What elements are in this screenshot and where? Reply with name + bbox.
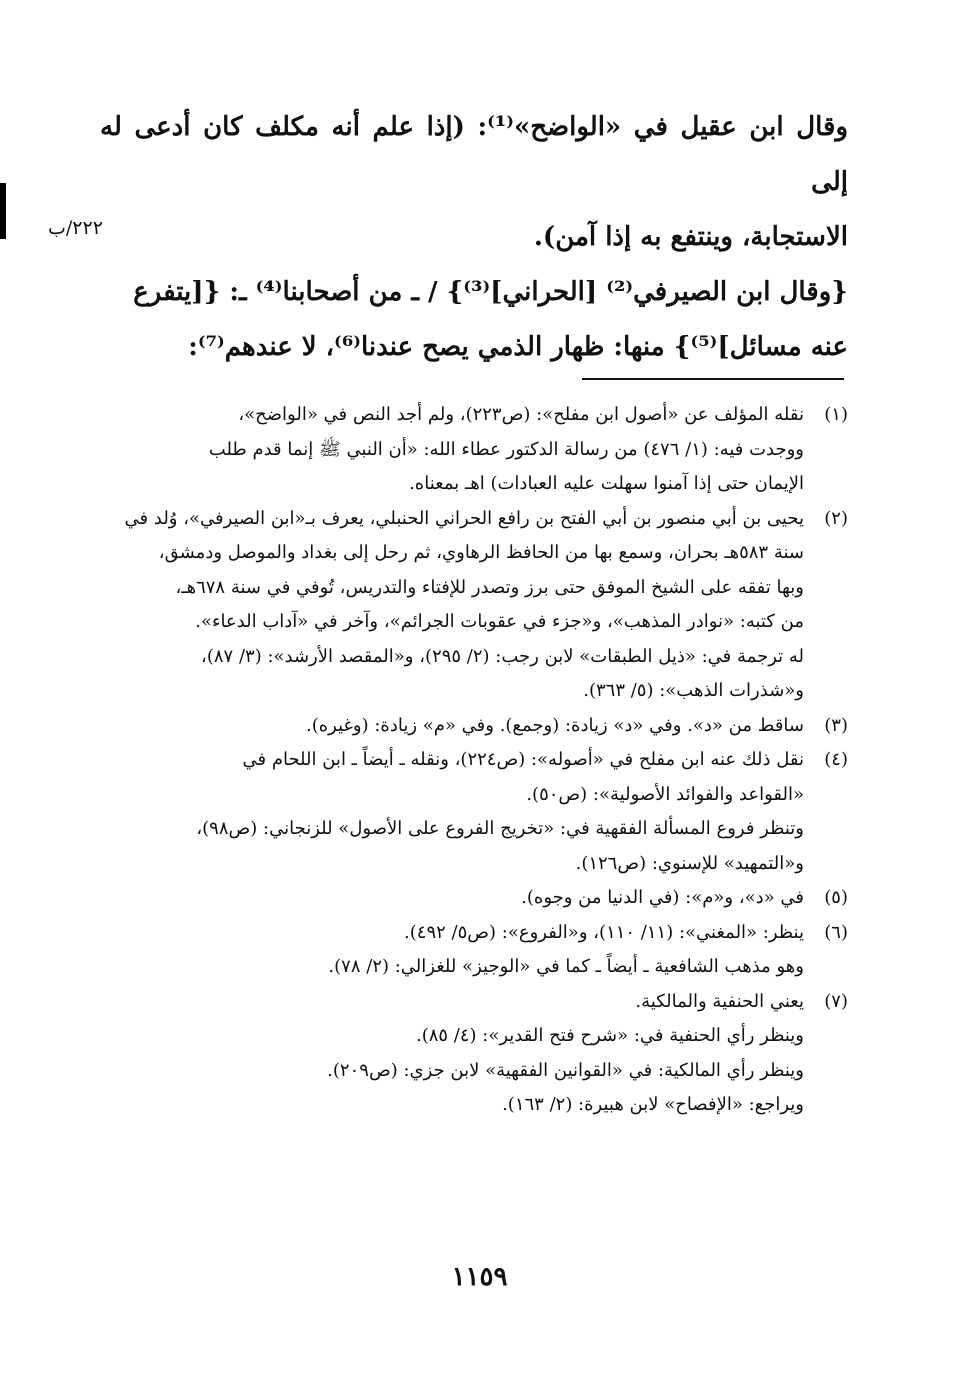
footnote: [140, 881, 848, 916]
footnote: [140, 709, 848, 744]
footnote-number: (١): [824, 404, 848, 425]
footnote: [140, 398, 848, 502]
footnote-line: نقله المؤلف عن «أصول ابن مفلح»: (ص٢٢٣)، ولم أجد النص في «الواضح»،: [238, 404, 804, 425]
footnote-body: [140, 709, 804, 744]
page-number: ١١٥٩: [451, 1262, 508, 1292]
footnote-number: (٢): [824, 507, 848, 529]
main-line: عنه مسائل]⁽⁵⁾} منها: ظهار الذمي يصح عندنا⁽⁶⁾، لا عندهم⁽⁷⁾:: [188, 332, 848, 362]
footnote-line: ينظر: «المغني»: (١١/ ١١٠)، و«الفروع»: (ص٥/ ٤٩٢).: [404, 921, 804, 943]
footnote-line: من كتبه: «نوادر المذهب»، و«جزء في عقوبات الجرائم»، وآخر في «آداب الدعاء».: [195, 611, 804, 632]
footnote: [124, 502, 848, 709]
footnote-line: و«التمهيد» للإسنوي: (ص١٢٦).: [575, 852, 804, 874]
main-line: وقال ابن عقيل في «الواضح»⁽¹⁾: (إذا علم أنه مكلف كان أدعى له إلى: [100, 112, 848, 197]
footnote-number: (٣): [824, 714, 848, 736]
footnote-line: يعني الحنفية والمالكية.: [635, 990, 804, 1012]
footnote-body: [125, 502, 804, 709]
footnote-line: و«شذرات الذهب»: (٥/ ٣٦٣).: [583, 680, 804, 701]
footnote-line: الإيمان حتى إذا آمنوا سهلت عليه العبادات) اهـ بمعناه.: [409, 473, 804, 494]
footnote-line: له ترجمة في: «ذيل الطبقات» لابن رجب: (٢/ ٢٩٥)، و«المقصد الأرشد»: (٣/ ٨٧)،: [201, 645, 804, 667]
main-text: [100, 100, 848, 375]
footnote: [140, 985, 848, 1123]
footnote-line: وتنظر فروع المسألة الفقهية في: «تخريج الفروع على الأصول» للزنجاني: (ص٩٨)،: [196, 818, 804, 839]
footnote-divider: [582, 378, 844, 380]
footnote-number: (٤): [824, 749, 848, 770]
footnote-number: (٦): [824, 921, 848, 943]
footnote-line: وبها تفقه على الشيخ الموفق حتى برز وتصدر للإفتاء والتدريس، تُوفي في سنة ٦٧٨هـ،: [175, 576, 804, 598]
footnote-line: ساقط من «د». وفي «د» زيادة: (وجمع). وفي «م» زيادة: (وغيره).: [305, 714, 804, 736]
main-line: الاستجابة، وينتفع به إذا آمن).: [533, 222, 848, 252]
footnote: [140, 916, 848, 985]
footnote-body: [140, 398, 804, 502]
footnote-line: في «د»، و«م»: (في الدنيا من وجوه).: [521, 887, 804, 908]
footnote-body: [140, 985, 804, 1123]
margin-note: ٢٢٢/ب: [48, 217, 103, 239]
footnote-line: يحيى بن أبي منصور بن أبي الفتح بن رافع الحراني الحنبلي، يعرف بـ«ابن الصيرفي»، وُلد في: [124, 507, 804, 529]
footnote-line: وينظر رأي الحنفية في: «شرح فتح القدير»: (٤/ ٨٥).: [415, 1025, 804, 1046]
footnote-line: وينظر رأي المالكية: في «القوانين الفقهية» لابن جزي: (ص٢٠٩).: [327, 1059, 804, 1081]
footnote-line: نقل ذلك عنه ابن مفلح في «أصوله»: (ص٢٢٤)، ونقله ـ أيضاً ـ ابن اللحام في: [242, 749, 804, 770]
footnote-line: ووجدت فيه: (١/ ٤٧٦) من رسالة الدكتور عطاء الله: «أن النبي ﷺ إنما قدم طلب: [208, 438, 804, 460]
footnote-line: وهو مذهب الشافعية ـ أيضاً ـ كما في «الوجيز» للغزالي: (٢/ ٧٨).: [328, 956, 804, 977]
footnote-line: سنة ٥٨٣هـ بحران، وسمع بها من الحافظ الرهاوي، ثم رحل إلى بغداد والموصل ودمشق،: [158, 542, 804, 563]
footnote-number: (٥): [824, 887, 848, 908]
footnotes: [124, 398, 848, 1123]
footnote-line: «القواعد والفوائد الأصولية»: (ص٥٠).: [526, 783, 804, 805]
footnote-body: [140, 743, 804, 881]
main-line: {وقال ابن الصيرفي⁽²⁾ [الحراني]⁽³⁾} / ـ من أصحابنا⁽⁴⁾ ـ: {[يتفرع: [133, 277, 848, 307]
binding-mark: [0, 183, 6, 239]
footnote-line: ويراجع: «الإفصاح» لابن هبيرة: (٢/ ١٦٣).: [502, 1094, 804, 1115]
footnote-body: [140, 881, 804, 916]
footnote: [140, 743, 848, 881]
footnote-number: (٧): [824, 990, 848, 1012]
footnote-body: [140, 916, 804, 985]
